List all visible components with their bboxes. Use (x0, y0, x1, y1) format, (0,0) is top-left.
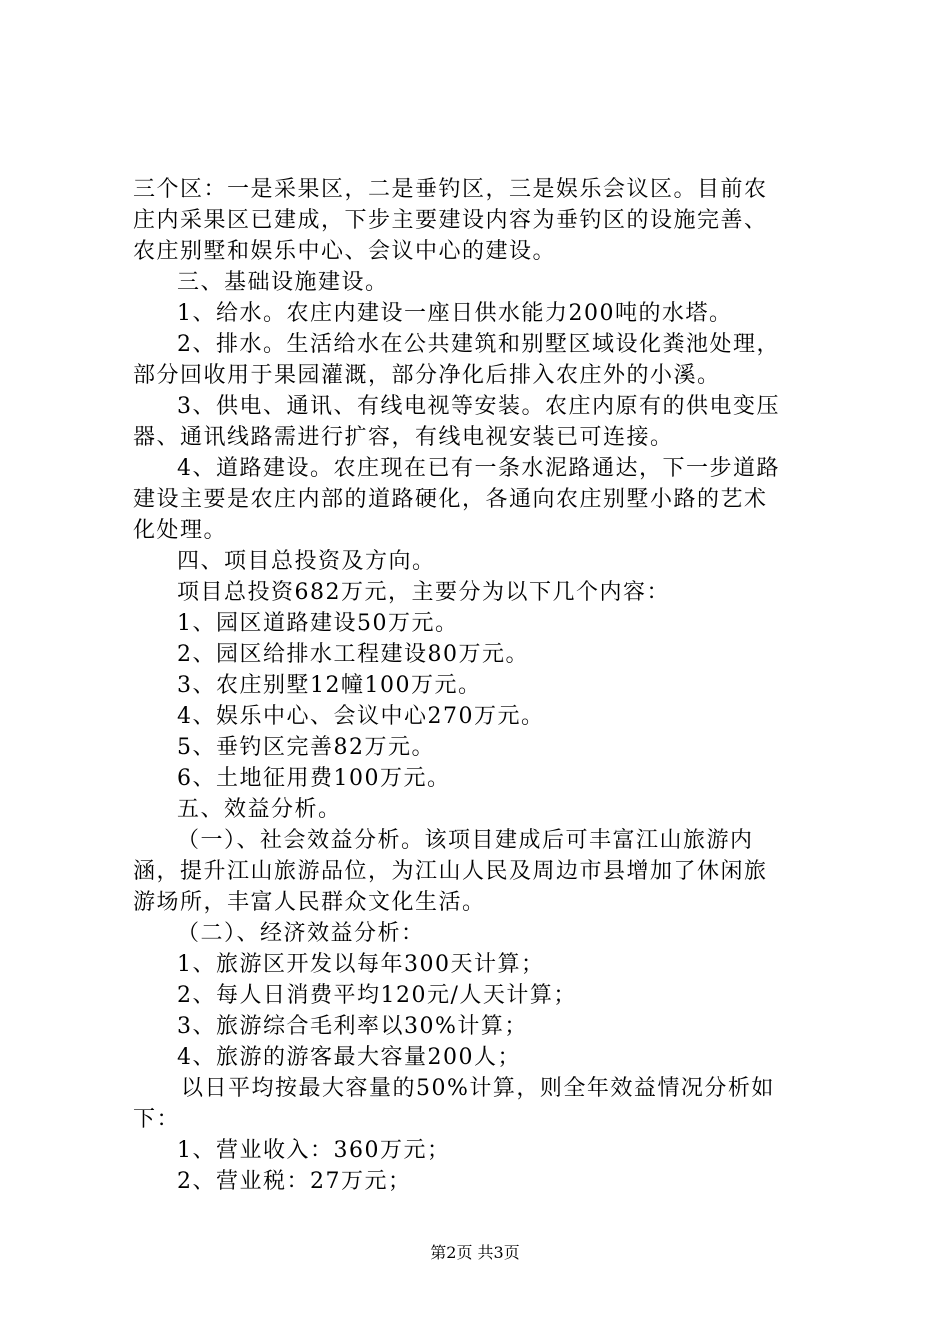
text-line: 2、园区给排水工程建设80万元。 (177, 642, 529, 667)
text-line: 化处理。 (133, 518, 228, 543)
text-line: 3、农庄别墅12幢100万元。 (177, 673, 482, 698)
page-footer (0, 1243, 950, 1263)
text-line: 6、土地征用费100万元。 (177, 766, 451, 791)
text-line: 2、每人日消费平均120元/人天计算； (177, 983, 577, 1008)
text-line: 4、娱乐中心、会议中心270万元。 (177, 704, 545, 729)
text-line: 庄内采果区已建成，下步主要建设内容为垂钓区的设施完善、 (133, 208, 768, 233)
text-line: 三、基础设施建设。 (177, 270, 389, 295)
text-line: 4、道路建设。农庄现在已有一条水泥路通达，下一步道路 (177, 456, 780, 481)
text-line: 2、排水。生活给水在公共建筑和别墅区域设化粪池处理， (177, 332, 780, 357)
text-line: 4、旅游的游客最大容量200人； (177, 1045, 521, 1070)
text-line: 部分回收用于果园灌溉，部分净化后排入农庄外的小溪。 (133, 363, 721, 388)
text-line: 下： (133, 1107, 181, 1132)
text-line: 项目总投资682万元，主要分为以下几个内容： (177, 580, 670, 605)
text-line: 3、旅游综合毛利率以30%计算； (177, 1014, 528, 1039)
text-line: 五、效益分析。 (177, 797, 342, 822)
text-line: 1、营业收入：360万元； (177, 1138, 451, 1163)
document-body (133, 174, 833, 1197)
text-line: （二）、经济效益分析： (177, 921, 425, 946)
text-line: 农庄别墅和娱乐中心、会议中心的建设。 (133, 239, 557, 264)
text-line: 1、园区道路建设50万元。 (177, 611, 459, 636)
text-line: 1、给水。农庄内建设一座日供水能力200吨的水塔。 (177, 301, 733, 326)
text-line: 涵，提升江山旅游品位，为江山人民及周边市县增加了休闲旅 (133, 859, 768, 884)
text-line: 以日平均按最大容量的50%计算，则全年效益情况分析如 (181, 1076, 775, 1101)
text-line: （一）、社会效益分析。该项目建成后可丰富江山旅游内 (177, 828, 754, 853)
text-line: 建设主要是农庄内部的道路硬化，各通向农庄别墅小路的艺术 (133, 487, 768, 512)
text-line: 5、垂钓区完善82万元。 (177, 735, 435, 760)
text-line: 3、供电、通讯、有线电视等安装。农庄内原有的供电变压 (177, 394, 780, 419)
text-line: 器、通讯线路需进行扩容，有线电视安装已可连接。 (133, 425, 674, 450)
text-line: 2、营业税：27万元； (177, 1169, 412, 1194)
page-number-label: 第2页 共3页 (430, 1243, 520, 1262)
text-line: 三个区：一是采果区，二是垂钓区，三是娱乐会议区。目前农 (133, 177, 768, 202)
text-line: 四、项目总投资及方向。 (177, 549, 436, 574)
text-line: 1、旅游区开发以每年300天计算； (177, 952, 545, 977)
text-line: 游场所，丰富人民群众文化生活。 (133, 890, 486, 915)
